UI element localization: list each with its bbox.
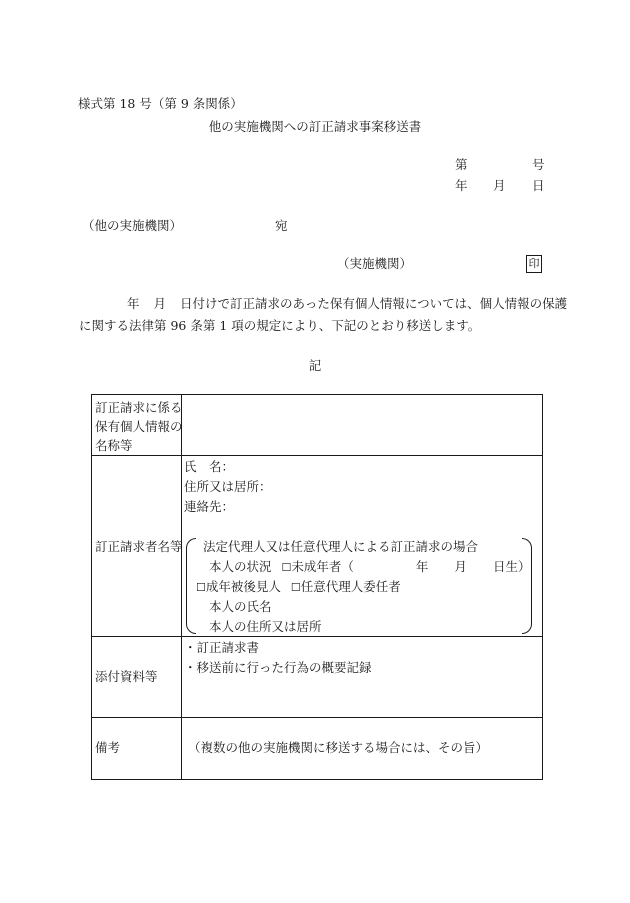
requester-contact-label: 連絡先： [184, 499, 235, 514]
minor-birth-day: 日生） [492, 559, 531, 574]
principal-status-label: 本人の状況 [209, 559, 272, 574]
recipient-honorific: 宛 [275, 218, 288, 233]
minor-birth-month: 月 [454, 559, 467, 574]
body-paragraph-line-1 [127, 298, 567, 311]
document-title: 他の実施機関への訂正請求事案移送書 [208, 119, 422, 134]
table-column-divider [181, 395, 182, 779]
minor-checkbox[interactable]: ☐ [281, 561, 292, 574]
row1-label-line-1: 訂正請求に係る [95, 400, 183, 415]
body-date-month: 月 [153, 296, 167, 311]
sender-agency: （実施機関） [337, 256, 413, 271]
agent-delegate-checkbox[interactable]: ☐ [290, 581, 301, 594]
adult-ward-label: 成年被後見人 [205, 579, 281, 594]
body-paragraph-line-2: に関する法律第 96 条第 1 項の規定により、下記のとおり移送します。 [79, 318, 481, 333]
recipient-agency: （他の実施機関） [82, 218, 183, 233]
header-date-day: 日 [532, 178, 545, 193]
seal-box: 印 [526, 255, 542, 273]
number-suffix: 号 [532, 157, 545, 172]
row1-label-line-2: 保有個人情報の [95, 419, 183, 434]
row2-label: 訂正請求者名等 [95, 539, 183, 554]
remarks-note: （複数の他の実施機関に移送する場合には、その旨） [188, 740, 489, 755]
requester-name-label: 氏 名： [184, 459, 235, 474]
minor-label: 未成年者（ [291, 559, 354, 574]
principal-name-label: 本人の氏名 [209, 599, 272, 614]
agent-section-bracket-left [186, 538, 196, 634]
principal-address-label: 本人の住所又は居所 [209, 619, 322, 634]
agent-case-heading: 法定代理人又は任意代理人による訂正請求の場合 [203, 539, 479, 554]
body-date-day-text: 日付けで訂正請求のあった保有個人情報については、個人情報の保護 [180, 296, 568, 311]
row-divider-2 [92, 636, 542, 637]
row3-label: 添付資料等 [95, 669, 158, 684]
number-prefix: 第 [455, 157, 468, 172]
row-divider-1 [92, 455, 542, 456]
ki-heading: 記 [308, 358, 322, 373]
form-number: 様式第 18 号（第 9 条関係） [78, 96, 243, 111]
row1-label-line-3: 名称等 [95, 438, 133, 453]
requester-address-label: 住所又は居所： [184, 479, 272, 494]
guardian-options-row [196, 581, 401, 594]
principal-status-row [209, 561, 530, 574]
row4-label: 備考 [95, 740, 121, 755]
agent-section-bracket-right [522, 538, 532, 634]
header-date-month: 月 [493, 178, 506, 193]
adult-ward-checkbox[interactable]: ☐ [196, 581, 206, 594]
row-divider-3 [92, 717, 542, 718]
transfer-details-table [91, 394, 543, 780]
agent-delegate-label: 任意代理人委任者 [300, 579, 401, 594]
body-date-year: 年 [127, 296, 140, 311]
attachment-item-2: ・移送前に行った行為の概要記録 [184, 660, 372, 675]
minor-birth-year: 年 [415, 559, 429, 574]
header-date-year: 年 [455, 178, 468, 193]
attachment-item-1: ・訂正請求書 [184, 640, 260, 655]
